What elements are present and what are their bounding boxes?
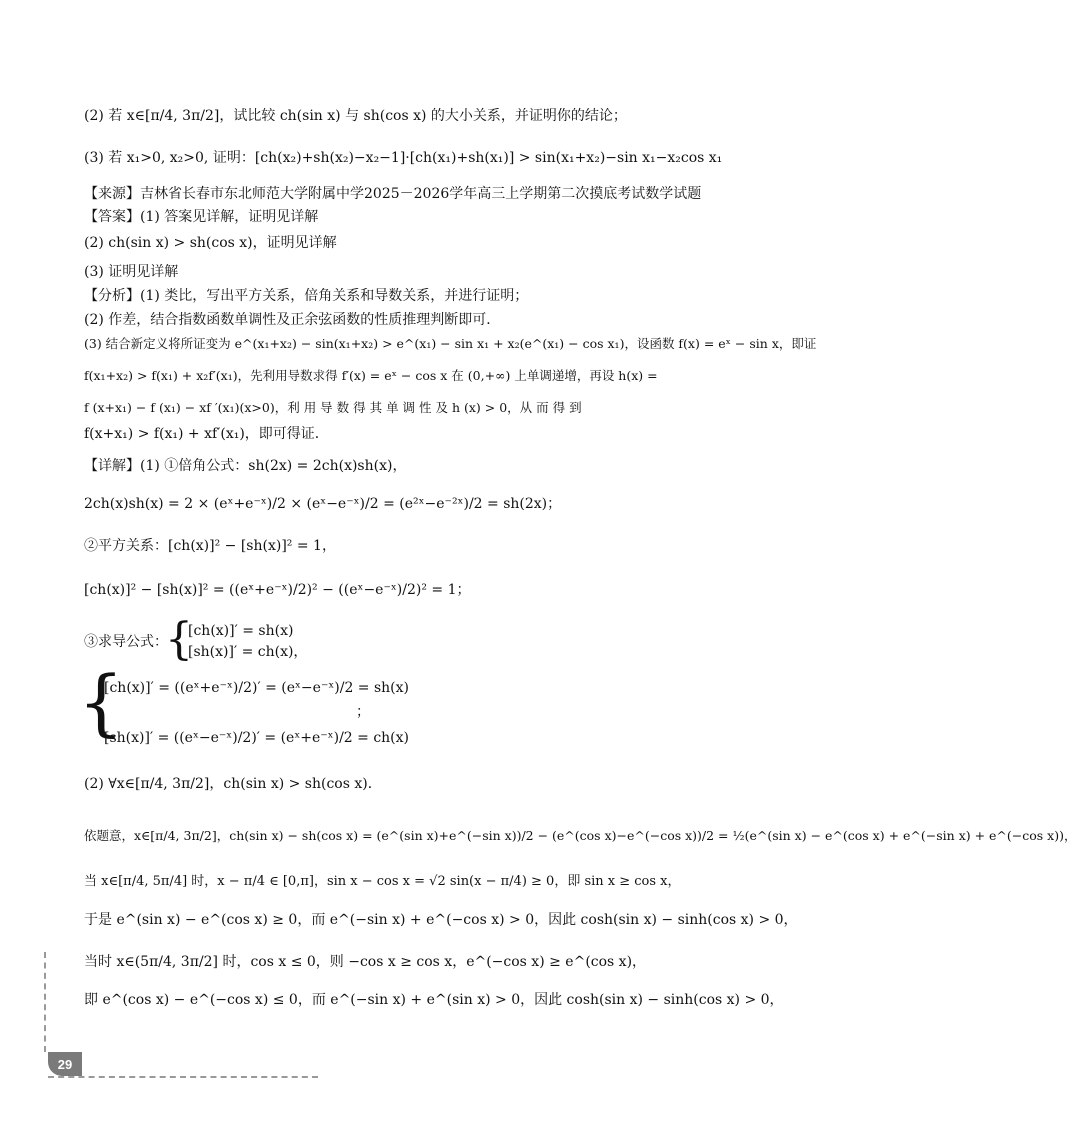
footer-dashes (48, 1076, 318, 1078)
page-margin-dashes (44, 952, 46, 1052)
part2-difference: 依题意，x∈[π/4, 3π/2]，ch(sin x) − sh(cos x) = (e^(sin x)+e^(−sin x))/2 − (e^(cos x)−e^(−cos x))/2 = ½(e^(sin x) − e^(cos x) + e^(−sin x) + e^(−cos x))， (84, 828, 1076, 843)
semicolon: ； (356, 704, 370, 720)
page-number: 29 (48, 1052, 82, 1076)
system-brace: { (165, 614, 193, 665)
proof-brace: { (78, 660, 124, 744)
part2-claim: (2) ∀x∈[π/4, 3π/2]，ch(sin x) > sh(cos x)． (84, 776, 382, 792)
derivative-sh-proof: [sh(x)]′ = ((eˣ−e⁻ˣ)/2)′ = (eˣ+e⁻ˣ)/2 = ch(x) (104, 730, 410, 746)
answer-line-3: (3) 证明见详解 (84, 264, 179, 280)
part2-case-1: 当 x∈[π/4, 5π/4] 时，x − π/4 ∈ [0,π]，sin x − cos x = √2 sin(x − π/4) ≥ 0，即 sin x ≥ cos x， (84, 874, 681, 889)
analysis-line-3a: (3) 结合新定义将所证变为 e^(x₁+x₂) − sin(x₁+x₂) > e^(x₁) − sin x₁ + x₂(e^(x₁) − cos x₁)，设函数 f(x) = eˣ − sin x，即证 (84, 336, 817, 351)
detail-double-angle-proof: 2ch(x)sh(x) = 2 × (eˣ+e⁻ˣ)/2 × (eˣ−e⁻ˣ)/2 = (e²ˣ−e⁻²ˣ)/2 = sh(2x)； (84, 496, 562, 512)
derivative-ch-proof: [ch(x)]′ = ((eˣ+e⁻ˣ)/2)′ = (eˣ−e⁻ˣ)/2 = sh(x) (104, 680, 410, 696)
source-line: 【来源】吉林省长春市东北师范大学附属中学2025－2026学年高三上学期第二次摸底考试数学试题 (84, 186, 702, 202)
analysis-line-3b: f(x₁+x₂) > f(x₁) + x₂f′(x₁)，先利用导数求得 f′(x) = eˣ − cos x 在 (0,+∞) 上单调递增，再设 h(x) = (84, 368, 658, 383)
answer-line-2: (2) ch(sin x) > sh(cos x)，证明见详解 (84, 235, 337, 251)
part2-case-2: 当时 x∈(5π/4, 3π/2] 时，cos x ≤ 0，则 −cos x ≥ cos x，e^(−cos x) ≥ e^(cos x)， (84, 954, 647, 970)
detail-square-proof: [ch(x)]² − [sh(x)]² = ((eˣ+e⁻ˣ)/2)² − ((eˣ−e⁻ˣ)/2)² = 1； (84, 582, 471, 598)
analysis-line-2: (2) 作差，结合指数函数单调性及正余弦函数的性质推理判断即可． (84, 312, 501, 328)
derivative-ch: [ch(x)]′ = sh(x) (188, 623, 294, 639)
part2-case-1-result: 于是 e^(sin x) − e^(cos x) ≥ 0，而 e^(−sin x) + e^(−cos x) > 0，因此 cosh(sin x) − sinh(cos x) > 0， (84, 912, 798, 928)
question-3: (3) 若 x₁>0, x₂>0, 证明：[ch(x₂)+sh(x₂)−x₂−1]·[ch(x₁)+sh(x₁)] > sin(x₁+x₂)−sin x₁−x₂cos x₁ (84, 150, 723, 166)
analysis-line-1: 【分析】(1) 类比，写出平方关系，倍角关系和导数关系，并进行证明； (84, 288, 529, 304)
analysis-line-3d: f(x+x₁) > f(x₁) + xf′(x₁)，即可得证． (84, 426, 329, 442)
part2-case-2-result: 即 e^(cos x) − e^(−cos x) ≤ 0，而 e^(−sin x) + e^(sin x) > 0，因此 cosh(sin x) − sinh(cos x) > 0， (84, 992, 784, 1008)
derivative-sh: [sh(x)]′ = ch(x)， (188, 644, 308, 660)
analysis-line-3c: f (x+x₁) − f (x₁) − xf ′(x₁)(x>0)，利 用 导 数 得 其 单 调 性 及 h (x) > 0，从 而 得 到 (84, 400, 582, 415)
detail-derivative-label: ③求导公式： (84, 634, 168, 650)
answer-line-1: 【答案】(1) 答案见详解，证明见详解 (84, 209, 319, 225)
detail-square-relation: ②平方关系：[ch(x)]² − [sh(x)]² = 1， (84, 538, 336, 554)
question-2: (2) 若 x∈[π/4, 3π/2]，试比较 ch(sin x) 与 sh(cos x) 的大小关系，并证明你的结论； (84, 108, 627, 124)
detail-double-angle: 【详解】(1) ①倍角公式：sh(2x) = 2ch(x)sh(x)， (84, 458, 407, 474)
